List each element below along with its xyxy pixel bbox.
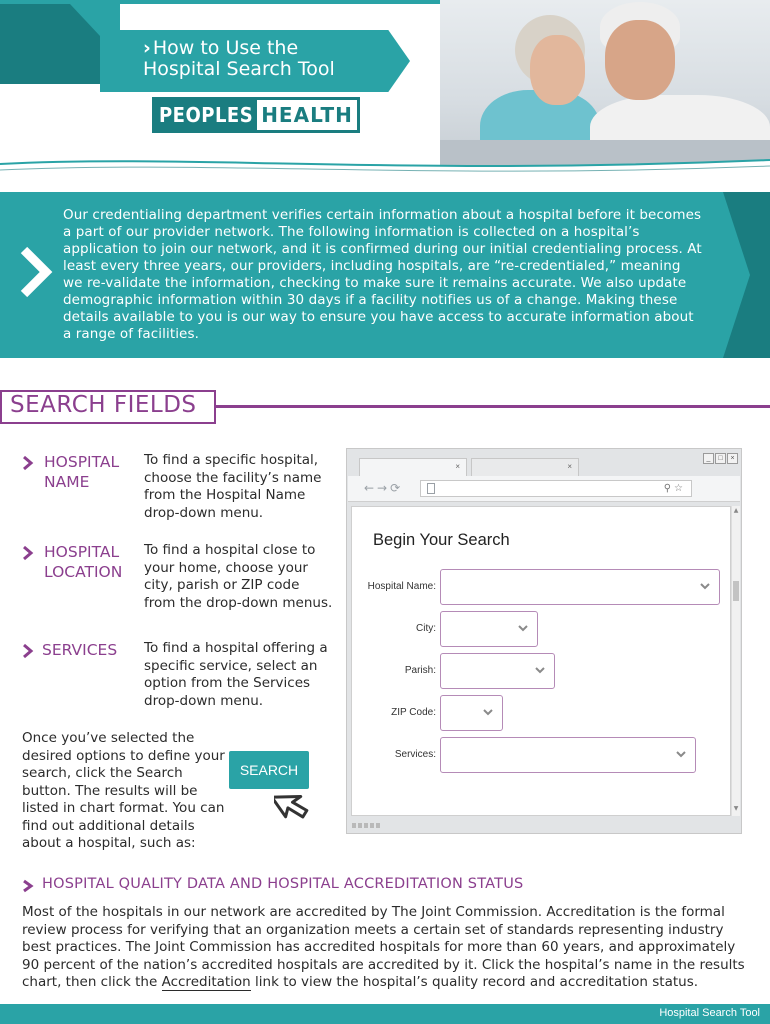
field-label-line-1: HOSPITAL [44,543,120,561]
scroll-thumb [733,581,739,601]
field-label [22,640,137,660]
field-label-line-1: SERVICES [42,641,118,659]
minimize-icon: _ [703,453,714,464]
photo-person-man-face [605,20,675,100]
back-forward-reload-icons: ←→⟳ [364,481,404,495]
maximize-icon: □ [715,453,726,464]
scroll-down-icon: ▼ [733,805,739,812]
header [0,0,770,180]
quality-section-title [22,876,523,892]
chevron-down-icon [676,750,686,758]
search-fields-title: SEARCH FIELDS [10,392,197,418]
zip-code-select [440,695,503,731]
page-title [143,38,393,80]
browser-toolbar [348,476,740,502]
footer-text: Hospital Search Tool [659,1007,760,1019]
search-fields-heading [0,390,770,424]
chevron-down-icon [700,582,710,590]
search-fields-rule [216,405,770,408]
page-icon [427,483,435,494]
header-wave-divider [0,150,770,180]
browser-content [351,506,731,816]
form-title: Begin Your Search [373,531,510,549]
peoples-health-logo [152,97,360,133]
logo-health-text: HEALTH [261,103,353,127]
photo-person-woman-face [530,35,585,105]
parish-select [440,653,555,689]
chevron-right-icon [22,545,34,561]
chevron-down-icon [518,624,528,632]
form-label: Hospital Name: [367,581,436,592]
mouse-cursor-icon [274,781,324,829]
chevron-down-icon [483,708,493,716]
chevron-right-icon [22,643,34,659]
quality-text [22,904,752,992]
chevron-right-icon [22,455,34,471]
field-description: To find a hospital close to your home, choose your city, parish or ZIP code from the drop-down menus. [144,542,333,611]
quality-title-text: HOSPITAL QUALITY DATA AND HOSPITAL ACCREDITATION STATUS [42,876,524,892]
scroll-up-icon: ▲ [733,507,739,514]
browser-tab [359,458,467,476]
search-button-illustration: SEARCH [229,751,309,789]
browser-tab [471,458,579,476]
form-label: Parish: [404,665,436,676]
field-label [22,452,137,492]
search-instructions-text: Once you’ve selected the desired options to define your search, click the Search button. The results will be listed in chart format. You can find out additional details about a hospital, such as: [22,730,225,851]
quality-text-part-1: Most of the hospitals in our network are accredited by The Joint Commission. Accreditation is the formal review process for verifying that an organization meets a certain set of standards representing industry best practices. The Joint Commission has accredited hospitals for more than 60 years, and approximately 90 percent of the nation’s accredited hospitals are accredited by it. Click the hospital’s name in the results chart, then click the [22,904,745,990]
chevron-down-icon [535,666,545,674]
form-label: City: [416,623,436,634]
browser-statusbar [348,819,740,833]
form-label: ZIP Code: [391,707,436,718]
field-label-line-1: HOSPITAL [44,453,120,471]
search-star-icons: ⚲☆ [663,483,686,494]
logo-peoples-text: PEOPLES [155,100,257,130]
address-bar [420,480,692,497]
hospital-name-select [440,569,720,605]
field-label [22,542,137,582]
quality-text-part-2: link to view the hospital’s quality record and accreditation status. [250,974,699,990]
close-icon: × [455,462,460,471]
field-label-line-2: LOCATION [44,563,123,581]
title-line-2: Hospital Search Tool [143,58,335,80]
header-photo-seniors-at-computer [440,0,770,165]
accreditation-link: Accreditation [161,974,251,990]
close-window-icon: × [727,453,738,464]
intro-band [0,192,770,358]
browser-mockup [346,448,742,834]
browser-scrollbar [731,506,740,816]
close-icon: × [567,462,572,471]
city-select [440,611,538,647]
form-label: Services: [394,749,436,760]
chevron-right-icon: › [143,37,151,59]
chevron-right-icon [22,879,34,893]
title-line-1: How to Use the [152,37,299,59]
intro-text: Our credentialing department verifies certain information about a hospital before it becomes a part of our provider network. The following information is collected on a hospital’s application to join our network, and it is confirmed during our initial credentialing process. At least every three years, our providers, including hospitals, are “re-credentialed,” meaning we re-validate the information, checking to make sure it remains accurate. We also update demographic information within 30 days if a facility notifies us of a change. Making these details available to you is our way to ensure you have access to accurate information about a range of facilities. [63,207,702,342]
big-chevron-right-icon [16,244,56,300]
field-description: To find a hospital offering a specific service, select an option from the Services drop-down menu. [144,640,328,709]
field-label-line-2: NAME [44,473,90,491]
services-select [440,737,696,773]
field-description: To find a specific hospital, choose the facility’s name from the Hospital Name drop-down menu. [144,452,322,521]
footer-bar [0,1004,770,1024]
status-dots [352,823,382,828]
